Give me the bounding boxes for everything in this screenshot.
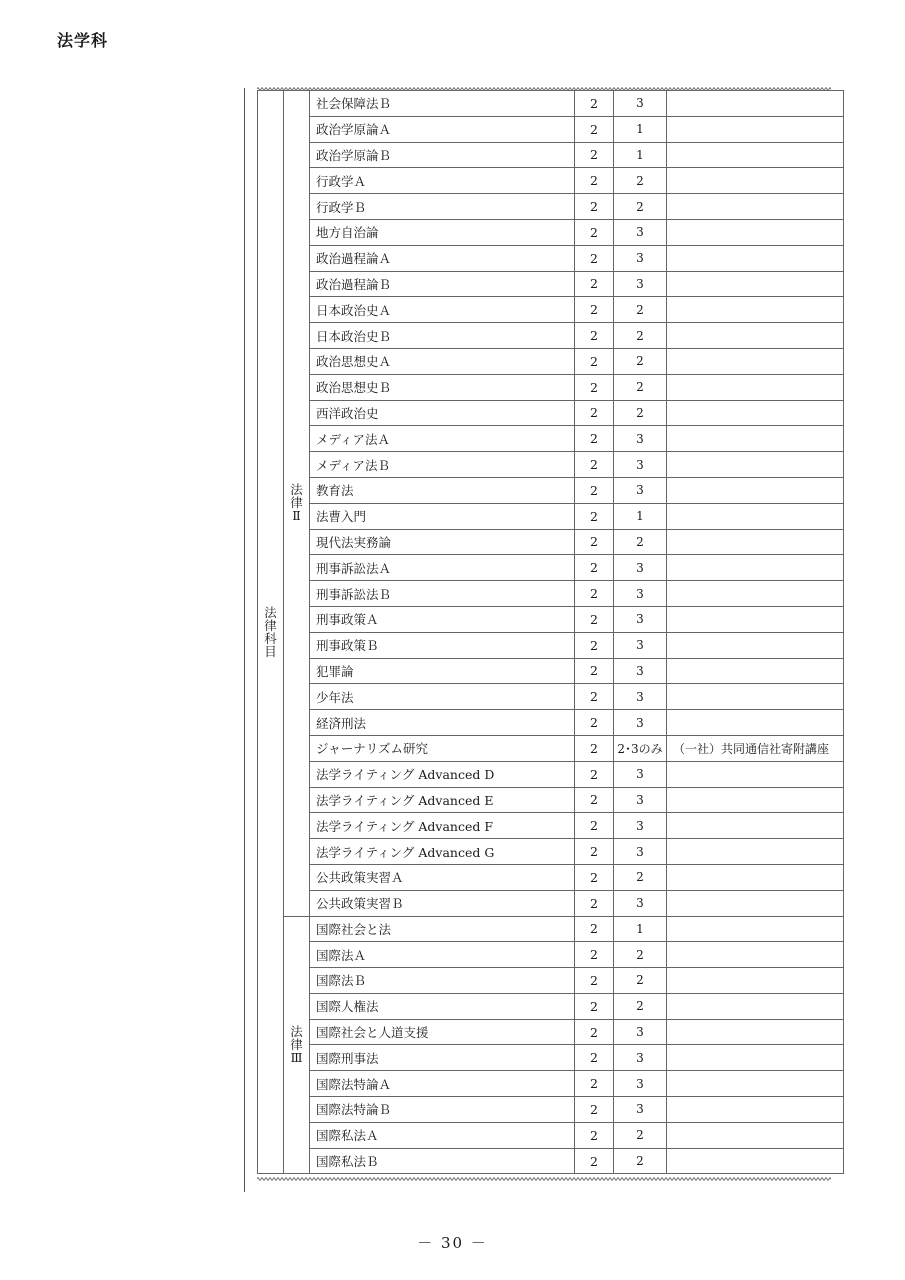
major-category-label: 法 律 科 目 <box>264 604 277 659</box>
year-cell: 3 <box>614 245 667 271</box>
credits-cell: 2 <box>575 606 614 632</box>
credits-cell: 2 <box>575 426 614 452</box>
year-cell: 1 <box>614 142 667 168</box>
course-name: メディア法Ｂ <box>310 452 575 478</box>
note-cell <box>667 529 844 555</box>
sub-category-cell <box>284 91 310 917</box>
credits-cell: 2 <box>575 787 614 813</box>
course-name: 刑事政策Ａ <box>310 606 575 632</box>
course-name: 現代法実務論 <box>310 529 575 555</box>
table-row <box>258 1071 844 1097</box>
course-name: 政治学原論Ｂ <box>310 142 575 168</box>
note-cell <box>667 1071 844 1097</box>
note-cell <box>667 581 844 607</box>
note-cell <box>667 452 844 478</box>
credits-cell: 2 <box>575 813 614 839</box>
course-name: 法学ライティング Advanced G <box>310 839 575 865</box>
note-cell <box>667 194 844 220</box>
table-row <box>258 1122 844 1148</box>
year-cell: 3 <box>614 839 667 865</box>
course-name: 政治過程論Ａ <box>310 245 575 271</box>
credits-cell: 2 <box>575 271 614 297</box>
course-name: 国際法Ｂ <box>310 968 575 994</box>
year-cell: 3 <box>614 91 667 117</box>
year-cell: 2 <box>614 194 667 220</box>
table-row <box>258 710 844 736</box>
table-row <box>258 477 844 503</box>
year-cell: 2 <box>614 297 667 323</box>
credits-cell: 2 <box>575 710 614 736</box>
year-cell: 1 <box>614 916 667 942</box>
course-name: 日本政治史Ｂ <box>310 323 575 349</box>
course-name: 国際社会と法 <box>310 916 575 942</box>
table-row <box>258 400 844 426</box>
note-cell <box>667 658 844 684</box>
course-name: 国際法特論Ａ <box>310 1071 575 1097</box>
credits-cell: 2 <box>575 1148 614 1174</box>
credits-cell: 2 <box>575 916 614 942</box>
credits-cell: 2 <box>575 374 614 400</box>
year-cell: 3 <box>614 606 667 632</box>
note-cell <box>667 297 844 323</box>
year-cell: 2 <box>614 529 667 555</box>
course-name: 国際法特論Ｂ <box>310 1097 575 1123</box>
year-cell: 3 <box>614 1019 667 1045</box>
year-cell: 2 <box>614 864 667 890</box>
year-cell: 2 <box>614 400 667 426</box>
credits-cell: 2 <box>575 658 614 684</box>
year-cell: 1 <box>614 116 667 142</box>
note-cell <box>667 219 844 245</box>
credits-cell: 2 <box>575 503 614 529</box>
credits-cell: 2 <box>575 348 614 374</box>
table-row <box>258 142 844 168</box>
year-cell: 3 <box>614 1045 667 1071</box>
note-cell <box>667 245 844 271</box>
course-name: 政治思想史Ｂ <box>310 374 575 400</box>
note-cell <box>667 606 844 632</box>
table-break-bottom <box>257 1176 831 1182</box>
year-cell: 2 <box>614 374 667 400</box>
year-cell: 2 <box>614 323 667 349</box>
table-row <box>258 761 844 787</box>
note-cell <box>667 787 844 813</box>
table-row <box>258 297 844 323</box>
year-cell: 2 <box>614 993 667 1019</box>
table-row <box>258 606 844 632</box>
table-row <box>258 916 844 942</box>
note-cell <box>667 1097 844 1123</box>
note-cell <box>667 968 844 994</box>
note-cell <box>667 1122 844 1148</box>
table-row <box>258 271 844 297</box>
course-name: 公共政策実習Ｂ <box>310 890 575 916</box>
course-name: 教育法 <box>310 477 575 503</box>
note-cell <box>667 400 844 426</box>
course-name: 政治過程論Ｂ <box>310 271 575 297</box>
course-name: 政治思想史Ａ <box>310 348 575 374</box>
credits-cell: 2 <box>575 452 614 478</box>
year-cell: 1 <box>614 503 667 529</box>
course-name: 行政学Ｂ <box>310 194 575 220</box>
credits-cell: 2 <box>575 761 614 787</box>
credits-cell: 2 <box>575 1071 614 1097</box>
table-row <box>258 1148 844 1174</box>
year-cell: 2 <box>614 168 667 194</box>
note-cell <box>667 116 844 142</box>
note-cell <box>667 890 844 916</box>
department-title: 法学科 <box>57 31 109 50</box>
table-row <box>258 503 844 529</box>
table-row <box>258 864 844 890</box>
note-cell <box>667 426 844 452</box>
credits-cell: 2 <box>575 400 614 426</box>
course-name: 公共政策実習Ａ <box>310 864 575 890</box>
table-row <box>258 426 844 452</box>
note-cell <box>667 374 844 400</box>
course-name: 法学ライティング Advanced D <box>310 761 575 787</box>
table-row <box>258 581 844 607</box>
table-row <box>258 813 844 839</box>
table-row <box>258 91 844 117</box>
note-cell <box>667 142 844 168</box>
sub-category-cell <box>284 916 310 1174</box>
year-cell: 2 <box>614 1122 667 1148</box>
note-cell <box>667 1019 844 1045</box>
credits-cell: 2 <box>575 91 614 117</box>
course-name: 社会保障法Ｂ <box>310 91 575 117</box>
year-cell: 3 <box>614 452 667 478</box>
note-cell <box>667 942 844 968</box>
table-row <box>258 555 844 581</box>
major-category-cell <box>258 91 284 1174</box>
table-row <box>258 245 844 271</box>
credits-cell: 2 <box>575 323 614 349</box>
note-cell <box>667 168 844 194</box>
credits-cell: 2 <box>575 245 614 271</box>
table-row <box>258 890 844 916</box>
credits-cell: 2 <box>575 1122 614 1148</box>
credits-cell: 2 <box>575 864 614 890</box>
table-row <box>258 116 844 142</box>
year-cell: 3 <box>614 632 667 658</box>
year-cell: 3 <box>614 581 667 607</box>
course-name: 国際法Ａ <box>310 942 575 968</box>
course-name: 国際私法Ｂ <box>310 1148 575 1174</box>
note-cell <box>667 555 844 581</box>
credits-cell: 2 <box>575 1045 614 1071</box>
credits-cell: 2 <box>575 1097 614 1123</box>
course-name: 国際刑事法 <box>310 1045 575 1071</box>
note-cell <box>667 323 844 349</box>
table-row <box>258 684 844 710</box>
course-name: 地方自治論 <box>310 219 575 245</box>
credits-cell: 2 <box>575 194 614 220</box>
table-row <box>258 658 844 684</box>
credits-cell: 2 <box>575 219 614 245</box>
course-name: 国際人権法 <box>310 993 575 1019</box>
year-cell: 3 <box>614 761 667 787</box>
note-cell <box>667 503 844 529</box>
table-row <box>258 219 844 245</box>
note-cell <box>667 993 844 1019</box>
year-cell: 3 <box>614 658 667 684</box>
credits-cell: 2 <box>575 477 614 503</box>
year-cell: 2 <box>614 1148 667 1174</box>
credits-cell: 2 <box>575 529 614 555</box>
course-name: 国際社会と人道支援 <box>310 1019 575 1045</box>
table-row <box>258 1019 844 1045</box>
sub-category-label: 法 律 Ⅱ <box>290 482 303 524</box>
credits-cell: 2 <box>575 684 614 710</box>
note-cell <box>667 91 844 117</box>
year-cell: 3 <box>614 813 667 839</box>
course-name: 法学ライティング Advanced E <box>310 787 575 813</box>
table-row <box>258 787 844 813</box>
year-cell: 2･3のみ <box>614 735 667 761</box>
course-name: 日本政治史Ａ <box>310 297 575 323</box>
year-cell: 3 <box>614 1071 667 1097</box>
note-cell <box>667 632 844 658</box>
table-row <box>258 1097 844 1123</box>
note-cell <box>667 1148 844 1174</box>
note-cell <box>667 916 844 942</box>
course-name: 刑事政策Ｂ <box>310 632 575 658</box>
credits-cell: 2 <box>575 839 614 865</box>
credits-cell: 2 <box>575 297 614 323</box>
year-cell: 3 <box>614 555 667 581</box>
credits-cell: 2 <box>575 168 614 194</box>
table-row <box>258 968 844 994</box>
year-cell: 3 <box>614 787 667 813</box>
table-row <box>258 632 844 658</box>
credits-cell: 2 <box>575 968 614 994</box>
course-name: 法学ライティング Advanced F <box>310 813 575 839</box>
credits-cell: 2 <box>575 142 614 168</box>
course-name: 経済刑法 <box>310 710 575 736</box>
year-cell: 3 <box>614 219 667 245</box>
credits-cell: 2 <box>575 632 614 658</box>
note-cell <box>667 839 844 865</box>
sub-category-label: 法 律 Ⅲ <box>290 1023 303 1065</box>
note-cell <box>667 684 844 710</box>
year-cell: 2 <box>614 942 667 968</box>
credits-cell: 2 <box>575 890 614 916</box>
table-row <box>258 348 844 374</box>
year-cell: 3 <box>614 271 667 297</box>
year-cell: 3 <box>614 710 667 736</box>
credits-cell: 2 <box>575 942 614 968</box>
course-name: 犯罪論 <box>310 658 575 684</box>
note-cell <box>667 1045 844 1071</box>
note-cell <box>667 864 844 890</box>
note-cell <box>667 271 844 297</box>
margin-rule <box>244 88 245 1192</box>
table-row <box>258 735 844 761</box>
course-name: 刑事訴訟法Ａ <box>310 555 575 581</box>
year-cell: 3 <box>614 426 667 452</box>
note-cell <box>667 710 844 736</box>
course-name: 西洋政治史 <box>310 400 575 426</box>
credits-cell: 2 <box>575 1019 614 1045</box>
table-row <box>258 323 844 349</box>
course-name: 国際私法Ａ <box>310 1122 575 1148</box>
year-cell: 3 <box>614 477 667 503</box>
course-name: メディア法Ａ <box>310 426 575 452</box>
table-row <box>258 374 844 400</box>
table-row <box>258 452 844 478</box>
year-cell: 2 <box>614 348 667 374</box>
year-cell: 2 <box>614 968 667 994</box>
course-name: 行政学Ａ <box>310 168 575 194</box>
course-name: 法曹入門 <box>310 503 575 529</box>
year-cell: 3 <box>614 1097 667 1123</box>
credits-cell: 2 <box>575 555 614 581</box>
course-name: 政治学原論Ａ <box>310 116 575 142</box>
course-name: ジャーナリズム研究 <box>310 735 575 761</box>
course-table <box>257 90 844 1174</box>
table-row <box>258 194 844 220</box>
course-name: 少年法 <box>310 684 575 710</box>
table-row <box>258 168 844 194</box>
note-cell: （一社）共同通信社寄附講座 <box>667 735 844 761</box>
table-row <box>258 839 844 865</box>
credits-cell: 2 <box>575 735 614 761</box>
page-number: － 30 － <box>417 1234 488 1252</box>
credits-cell: 2 <box>575 116 614 142</box>
course-name: 刑事訴訟法Ｂ <box>310 581 575 607</box>
note-cell <box>667 348 844 374</box>
credits-cell: 2 <box>575 993 614 1019</box>
credits-cell: 2 <box>575 581 614 607</box>
note-cell <box>667 813 844 839</box>
note-cell <box>667 477 844 503</box>
year-cell: 3 <box>614 684 667 710</box>
year-cell: 3 <box>614 890 667 916</box>
table-row <box>258 942 844 968</box>
note-cell <box>667 761 844 787</box>
table-row <box>258 1045 844 1071</box>
table-row <box>258 993 844 1019</box>
table-row <box>258 529 844 555</box>
